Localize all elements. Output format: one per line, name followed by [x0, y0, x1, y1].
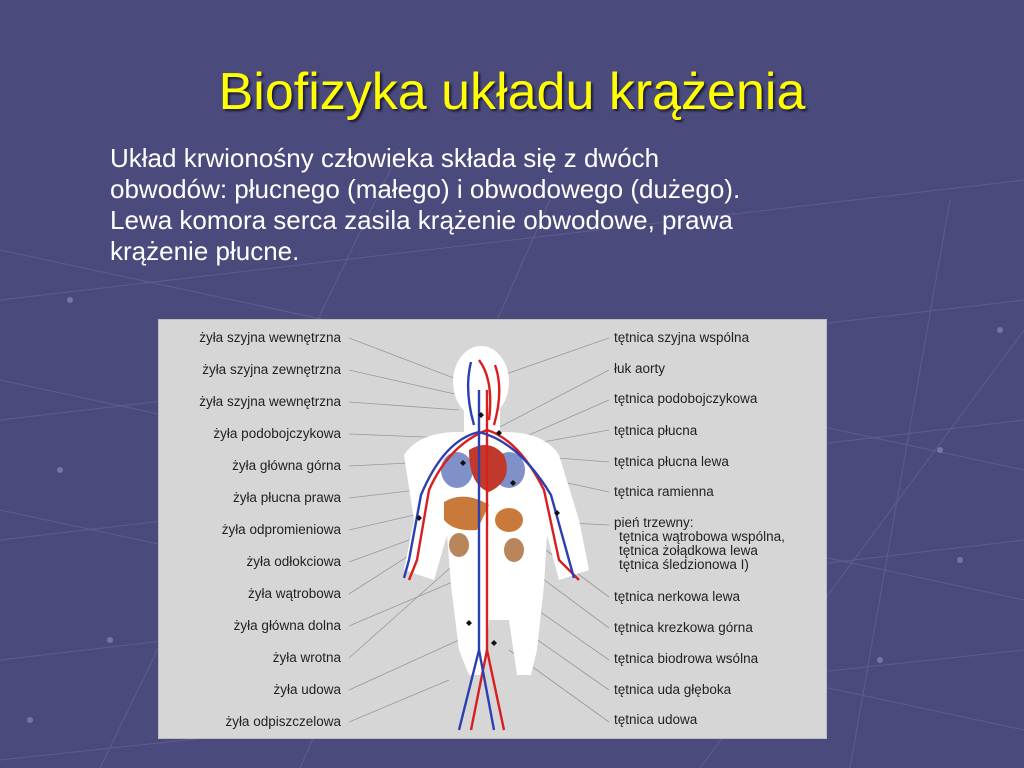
left-label-10: żyła główna dolna [233, 618, 341, 633]
slide-title: Biofizyka układu krążenia [218, 63, 806, 121]
right-label-7: pień trzewny: [614, 515, 694, 530]
body-line-1: Układ krwionośny człowieka składa się z dwóch [110, 143, 660, 173]
right-label-12: tętnica krezkowa górna [614, 620, 753, 635]
right-label-15: tętnica udowa [614, 712, 698, 727]
right-label-10: tętnica śledzionowa I) [619, 557, 749, 572]
right-label-3: tętnica podobojczykowa [614, 391, 758, 406]
left-label-9: żyła wątrobowa [247, 586, 341, 601]
right-label-9: tętnica żołądkowa lewa [619, 543, 758, 558]
right-label-4: tętnica płucna [614, 423, 698, 438]
right-label-14: tętnica uda głęboka [614, 682, 732, 697]
right-label-6: tętnica ramienna [614, 484, 714, 499]
body-line-3: Lewa komora serca zasila krążenie obwodowe, prawa [110, 205, 733, 235]
right-label-11: tętnica nerkowa lewa [614, 589, 741, 604]
left-label-2: żyła szyjna zewnętrzna [202, 362, 341, 377]
left-label-8: żyła odłokciowa [246, 554, 341, 569]
left-label-1: żyła szyjna wewnętrzna [199, 330, 341, 345]
circulatory-system-figure [158, 319, 827, 739]
left-label-7: żyła odpromieniowa [221, 522, 341, 537]
left-label-5: żyła główna górna [232, 458, 341, 473]
right-label-13: tętnica biodrowa wsólna [614, 651, 759, 666]
body-line-4: krążenie płucne. [110, 236, 300, 266]
left-label-3: żyła szyjna wewnętrzna [199, 394, 341, 409]
left-label-11: żyła wrotna [272, 650, 341, 665]
right-label-2: łuk aorty [614, 361, 666, 376]
left-label-13: żyła odpiszczelowa [225, 714, 341, 729]
body-line-2: obwodów: płucnego (małego) i obwodowego (dużego). [110, 174, 741, 204]
right-label-1: tętnica szyjna wspólna [614, 330, 750, 345]
right-label-8: tętnica wątrobowa wspólna, [619, 529, 785, 544]
left-label-12: żyła udowa [273, 682, 341, 697]
left-label-6: żyła płucna prawa [232, 490, 341, 505]
left-label-4: żyła podobojczykowa [213, 426, 341, 441]
right-label-5: tętnica płucna lewa [614, 454, 729, 469]
slide-body-text [110, 143, 990, 267]
